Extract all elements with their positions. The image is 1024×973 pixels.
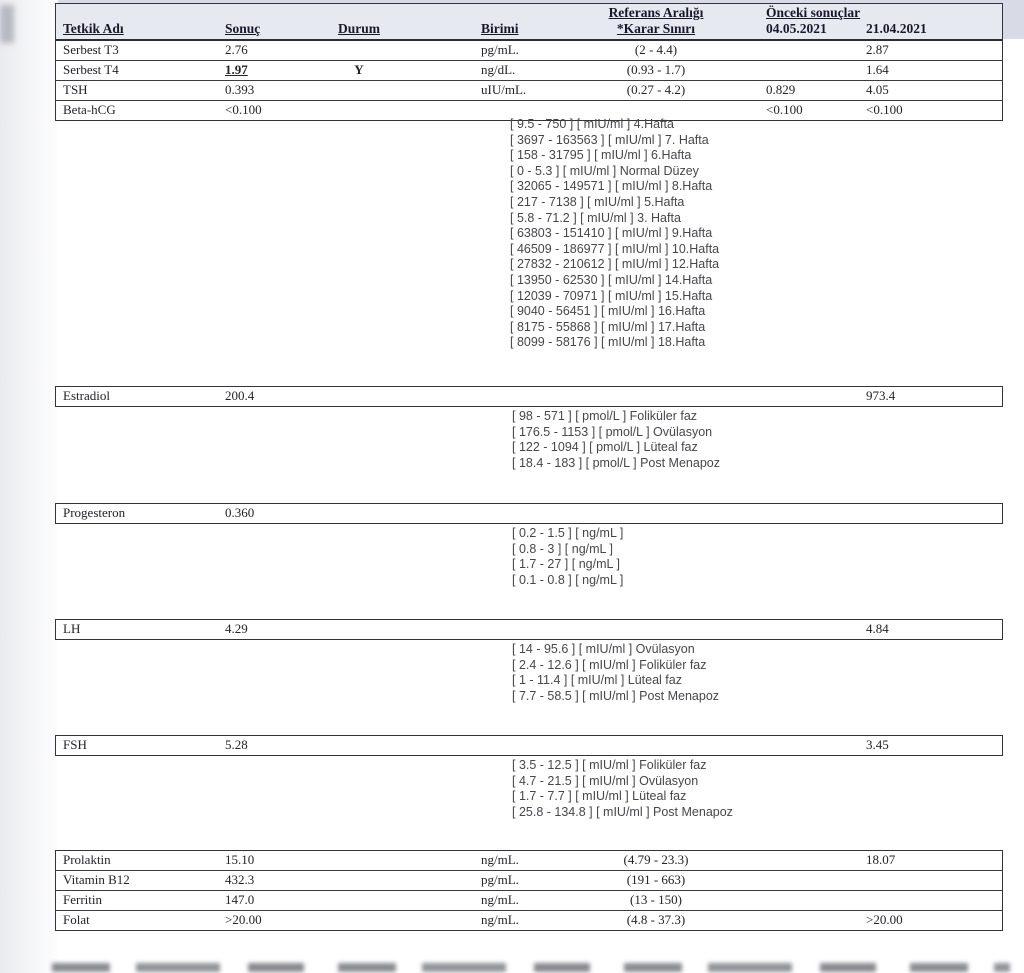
unit-cell: pg/mL. — [481, 42, 519, 57]
previous-result-2-cell: <0.100 — [866, 102, 903, 117]
test-name-cell: Ferritin — [63, 892, 102, 907]
test-name-cell: Estradiol — [63, 388, 110, 403]
reference-range-line: [ 63803 - 151410 ] [ mIU/ml ] 9.Hafta — [510, 226, 713, 241]
previous-result-2-cell: 4.84 — [866, 621, 889, 636]
unit-cell: ng/dL. — [481, 62, 516, 77]
test-name-cell: Serbest T4 — [63, 62, 119, 77]
previous-result-1-cell — [756, 871, 856, 890]
unit-cell — [394, 387, 556, 406]
lab-result-row — [56, 890, 1002, 910]
scan-artifact-mark — [0, 5, 14, 43]
test-name-cell: Beta-hCG — [63, 102, 116, 117]
test-name-cell: TSH — [63, 82, 88, 97]
previous-result-2-cell: 1.64 — [866, 62, 889, 77]
cutoff-text-smudge — [52, 963, 1010, 972]
status-flag-cell — [324, 851, 394, 870]
result-value-cell: >20.00 — [225, 912, 262, 927]
reference-range-line: [ 32065 - 149571 ] [ mIU/ml ] 8.Hafta — [510, 179, 713, 194]
status-flag-cell — [324, 736, 394, 755]
reference-range-line: [ 176.5 - 1153 ] [ pmol/L ] Ovülasyon — [512, 424, 713, 439]
previous-result-1-cell — [756, 387, 856, 406]
status-flag-cell — [324, 504, 394, 523]
previous-date-1: 04.05.2021 — [766, 21, 827, 36]
reference-range-cell — [556, 504, 756, 523]
scan-left-margin — [0, 0, 58, 973]
reference-range-cell: (4.8 - 37.3) — [626, 912, 686, 927]
reference-range-line: [ 9040 - 56451 ] [ mIU/ml ] 16.Hafta — [510, 304, 706, 319]
thyroid-rows-body — [56, 41, 1002, 120]
lab-result-row — [56, 80, 1002, 100]
reference-range-cell: (191 - 663) — [626, 872, 686, 887]
unit-cell: ng/mL. — [481, 892, 519, 907]
hormone-section-lh — [55, 619, 1003, 704]
test-name-cell: Serbest T3 — [63, 42, 119, 57]
previous-result-2-cell — [856, 871, 1002, 890]
result-value-cell: 15.10 — [225, 852, 255, 867]
reference-range-cell: (4.79 - 23.3) — [623, 852, 689, 867]
previous-result-2-cell — [856, 504, 1002, 523]
status-flag-cell — [324, 871, 394, 890]
reference-range-line: [ 0.1 - 0.8 ] [ ng/mL ] — [512, 572, 624, 587]
status-flag-cell — [324, 81, 394, 100]
previous-result-2-cell: 3.45 — [866, 737, 889, 752]
previous-result-1-cell — [756, 851, 856, 870]
reference-range-line: [ 3697 - 163563 ] [ mIU/ml ] 7. Hafta — [510, 132, 709, 147]
unit-cell — [394, 504, 556, 523]
result-value-cell: 200.4 — [225, 388, 255, 403]
lab-result-row — [56, 41, 1002, 60]
reference-range-line: [ 1 - 11.4 ] [ mIU/ml ] Lüteal faz — [512, 673, 682, 688]
result-value-cell: 2.76 — [225, 42, 248, 57]
result-value-cell: 0.360 — [225, 505, 255, 520]
unit-cell: ng/mL. — [481, 912, 519, 927]
hormone-result-box — [55, 735, 1003, 756]
hormone-section-estradiol — [55, 386, 1003, 471]
lab-result-row — [56, 620, 1002, 639]
reference-range-line: [ 217 - 7138 ] [ mIU/ml ] 5.Hafta — [510, 194, 685, 209]
hormone-reference-list — [512, 409, 1003, 471]
col-header-previous-results — [756, 4, 1002, 39]
bottom-results-table — [55, 850, 1003, 931]
reference-range-line: [ 98 - 571 ] [ pmol/L ] Foliküler faz — [512, 409, 698, 423]
previous-result-2-cell: 18.07 — [866, 852, 896, 867]
test-name-header-label: Tetkik Adı — [63, 21, 124, 36]
hormone-section-progesteron — [55, 503, 1003, 588]
hormone-result-box — [55, 619, 1003, 640]
reference-range-line: [ 7.7 - 58.5 ] [ mIU/ml ] Post Menapoz — [512, 688, 720, 703]
previous-result-2-cell: >20.00 — [866, 912, 903, 927]
reference-range-cell — [556, 620, 756, 639]
reference-range-line: [ 5.8 - 71.2 ] [ mIU/ml ] 3. Hafta — [510, 210, 681, 225]
hormone-reference-list — [512, 758, 1003, 820]
reference-range-line: [ 13950 - 62530 ] [ mIU/ml ] 14.Hafta — [510, 272, 713, 287]
previous-result-2-cell: 973.4 — [866, 388, 896, 403]
result-value-cell: 5.28 — [225, 737, 248, 752]
status-flag-cell — [324, 891, 394, 910]
unit-cell: pg/mL. — [481, 872, 519, 887]
reference-range-line: [ 12039 - 70971 ] [ mIU/ml ] 15.Hafta — [510, 288, 713, 303]
test-name-cell: Progesteron — [63, 505, 126, 520]
previous-result-1-cell: 0.829 — [766, 82, 796, 97]
reference-range-cell: (0.27 - 4.2) — [626, 82, 686, 97]
reference-header-line1: Referans Aralığı — [608, 5, 704, 20]
col-header-reference — [556, 4, 756, 39]
col-header-test-name — [56, 4, 224, 39]
reference-range-line: [ 3.5 - 12.5 ] [ mIU/ml ] Foliküler faz — [512, 758, 707, 772]
result-value-cell: 4.29 — [225, 621, 248, 636]
result-header-label: Sonuç — [225, 21, 261, 36]
lab-result-row — [56, 910, 1002, 930]
reference-range-line: [ 8099 - 58176 ] [ mIU/ml ] 18.Hafta — [510, 335, 706, 350]
reference-range-cell: (2 - 4.4) — [634, 42, 678, 57]
lab-result-row — [56, 851, 1002, 870]
test-name-cell: LH — [63, 621, 81, 636]
col-header-status — [324, 4, 394, 39]
lab-result-row — [56, 504, 1002, 523]
reference-range-line: [ 4.7 - 21.5 ] [ mIU/ml ] Ovülasyon — [512, 773, 699, 788]
hormone-result-box — [55, 503, 1003, 524]
reference-range-line: [ 1.7 - 7.7 ] [ mIU/ml ] Lüteal faz — [512, 789, 687, 804]
result-value-cell: 432.3 — [225, 872, 255, 887]
hormone-section-fsh — [55, 735, 1003, 820]
lab-result-row — [56, 60, 1002, 80]
previous-result-1-cell — [756, 504, 856, 523]
reference-range-line: [ 158 - 31795 ] [ mIU/ml ] 6.Hafta — [510, 148, 692, 163]
lab-result-row — [56, 870, 1002, 890]
lab-result-row — [56, 736, 1002, 755]
unit-cell: ng/mL. — [481, 852, 519, 867]
reference-range-cell — [556, 736, 756, 755]
result-value-cell: 0.393 — [225, 82, 255, 97]
status-flag-cell — [324, 911, 394, 930]
reference-range-line: [ 0.2 - 1.5 ] [ ng/mL ] — [512, 526, 624, 540]
hormone-result-box — [55, 386, 1003, 407]
reference-range-line: [ 0 - 5.3 ] [ mIU/ml ] Normal Düzey — [510, 163, 699, 178]
beta-hcg-reference-list — [510, 117, 719, 351]
result-value-cell: <0.100 — [225, 102, 262, 117]
results-table — [55, 3, 1003, 121]
reference-range-line: [ 18.4 - 183 ] [ pmol/L ] Post Menapoz — [512, 455, 720, 470]
reference-range-cell: (0.93 - 1.7) — [626, 62, 686, 77]
unit-cell — [394, 736, 556, 755]
previous-result-2-cell: 4.05 — [866, 82, 889, 97]
hormone-reference-list — [512, 526, 1003, 588]
status-flag-cell — [324, 41, 394, 60]
table-header-row — [56, 4, 1002, 41]
previous-result-2-cell — [856, 891, 1002, 910]
test-name-cell: Folat — [63, 912, 90, 927]
reference-range-line: [ 25.8 - 134.8 ] [ mIU/ml ] Post Menapoz — [512, 804, 733, 819]
hormone-reference-list — [512, 642, 1003, 704]
status-flag-cell — [324, 620, 394, 639]
previous-result-2-cell: 2.87 — [866, 42, 889, 57]
reference-range-line: [ 14 - 95.6 ] [ mIU/ml ] Ovülasyon — [512, 642, 695, 656]
previous-result-1-cell — [756, 61, 856, 80]
lab-result-row — [56, 387, 1002, 406]
previous-result-1-cell — [756, 911, 856, 930]
status-flag-cell — [324, 101, 394, 120]
reference-range-line: [ 2.4 - 12.6 ] [ mIU/ml ] Foliküler faz — [512, 657, 707, 672]
previous-result-1-cell — [756, 891, 856, 910]
test-name-cell: Vitamin B12 — [63, 872, 130, 887]
reference-range-line: [ 0.8 - 3 ] [ ng/mL ] — [512, 541, 613, 556]
bottom-rows-body — [56, 851, 1002, 930]
test-name-cell: Prolaktin — [63, 852, 111, 867]
unit-cell: uIU/mL. — [481, 82, 527, 97]
reference-range-line: [ 1.7 - 27 ] [ ng/mL ] — [512, 557, 620, 572]
previous-result-dates — [766, 21, 1002, 37]
col-header-unit — [394, 4, 556, 39]
result-value-cell: 1.97 — [225, 62, 248, 77]
unit-cell — [394, 620, 556, 639]
status-header-label: Durum — [337, 21, 380, 36]
reference-range-line: [ 46509 - 186977 ] [ mIU/ml ] 10.Hafta — [510, 241, 720, 256]
previous-results-label: Önceki sonuçlar — [766, 5, 861, 20]
previous-result-1-cell — [756, 736, 856, 755]
reference-range-line: [ 8175 - 55868 ] [ mIU/ml ] 17.Hafta — [510, 319, 706, 334]
reference-range-line: [ 9.5 - 750 ] [ mIU/ml ] 4.Hafta — [510, 117, 674, 131]
reference-range-cell: (13 - 150) — [630, 892, 682, 907]
result-value-cell: 147.0 — [225, 892, 255, 907]
reference-header-line2: *Karar Sınırı — [616, 21, 696, 36]
status-flag-cell: Y — [354, 62, 364, 77]
previous-result-1-cell — [756, 41, 856, 60]
reference-range-cell — [556, 387, 756, 406]
previous-result-1-cell — [756, 620, 856, 639]
test-name-cell: FSH — [63, 737, 87, 752]
unit-header-label: Birimi — [481, 21, 519, 36]
reference-range-line: [ 122 - 1094 ] [ pmol/L ] Lüteal faz — [512, 440, 698, 455]
reference-range-line: [ 27832 - 210612 ] [ mIU/ml ] 12.Hafta — [510, 257, 720, 272]
status-flag-cell — [324, 387, 394, 406]
previous-result-1-cell: <0.100 — [766, 102, 803, 117]
col-header-result — [224, 4, 324, 39]
previous-date-2: 21.04.2021 — [866, 21, 927, 36]
